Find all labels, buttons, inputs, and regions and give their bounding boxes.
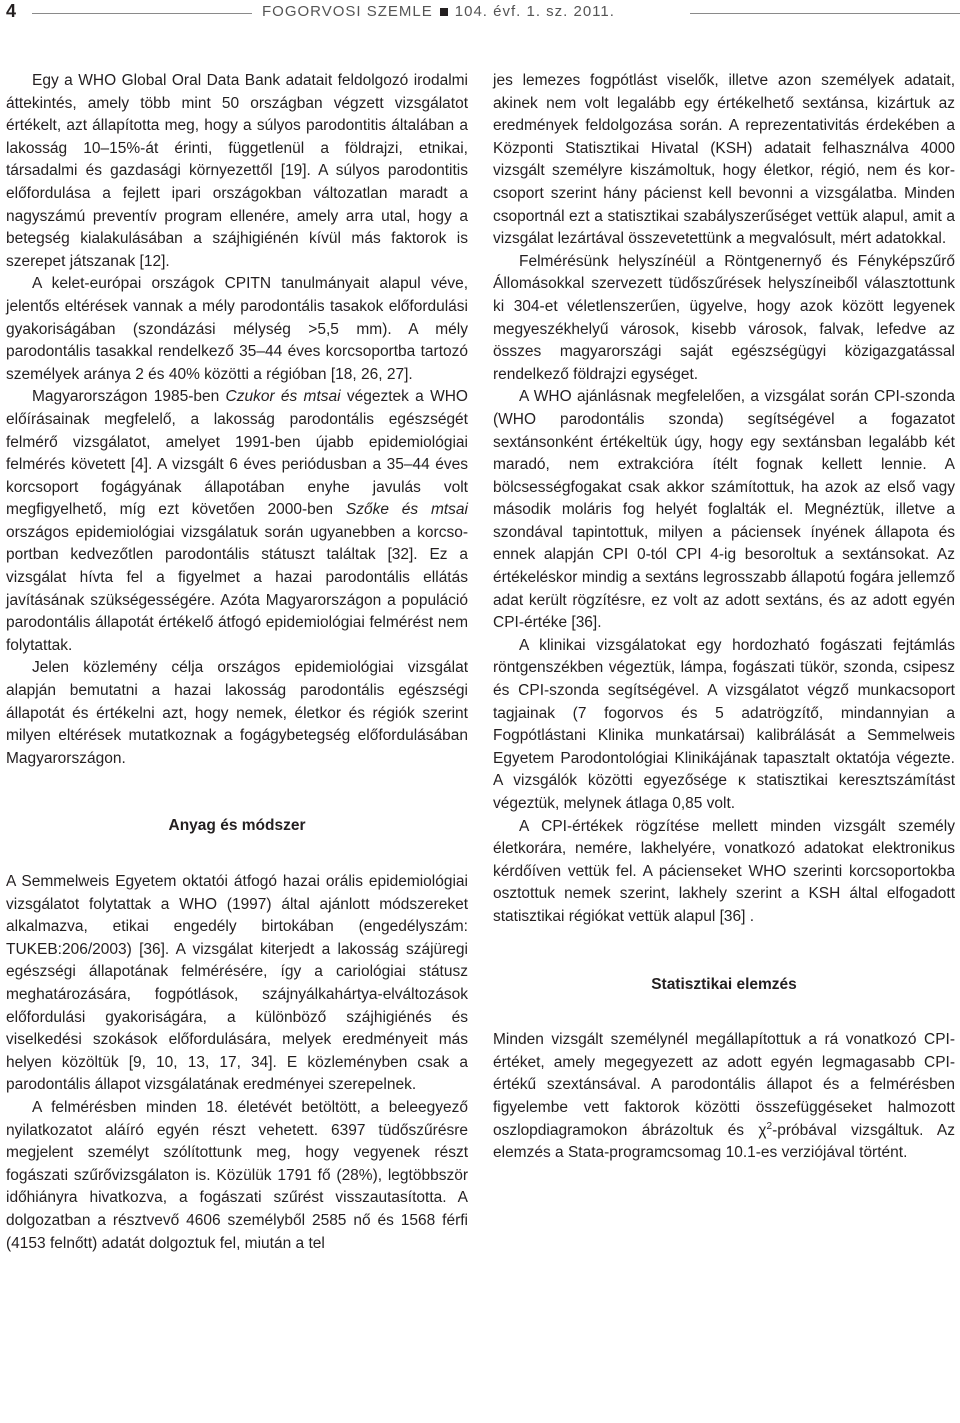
section-heading-methods: Anyag és módszer <box>168 817 306 835</box>
paragraph: Jelen közlemény célja országos epidemiológiai vizsgálat alapján bemutatni a hazai lakosság parodontális egészségi állapotát és értékelni azt, hogy nemek, életkor és régiók szerint milyen eltérések mutatkoznak a fogágybetegség előfordulásában Magyarországon. <box>6 659 468 767</box>
text-run: országos epidemiológiai vizsgálatuk során ugyanebben a korcsoportban kedvezőtlen parodontális státuszt találtak [32]. Ez a vizsgálat hívta fel a figyelmet a hazai parodontális ellátás javításának szükségességére. Azóta Magyarországon a populáció parodontális állapotát értékelő átfogó epidemiológiai felmérést nem folytattak. <box>6 523 468 654</box>
paragraph: A WHO ajánlásnak megfelelően, a vizsgálat során CPI-szonda (WHO parodontális szonda) segítségével a fogazatot sextánsonként értékeltük úgy, hogy egy sextánsban legalább két maradó, nem extrakcióra ítélt fognak kellett lennie. A bölcsességfogakat csak akkor számítottuk, ha azok az első vagy második moláris fog helyét foglalták el. Megnéztük, illetve a szondával tapintottuk, milyen a páciensek ínyének állapota és ennek alapján CPI 0-tól CPI 4-ig besoroltuk a sextánsokat. Az értékeléskor mindig a sextáns legrosszabb állapotú fogára jellemző adat került rögzítésre, ez volt az adott sextáns, és az adott egyén CPI-értéke [36]. <box>493 388 955 632</box>
author-citation: Czukor és mtsai <box>225 388 341 406</box>
square-bullet-icon <box>440 8 448 16</box>
paragraph: Egy a WHO Global Oral Data Bank adatait feldolgozó irodalmi áttekintés, amely több mint 50 országban végzett vizsgálatot értékelt, azt állapította meg, hogy a súlyos parodontitis általában a lakosság 10–15%-át érinti, függetlenül a földrajzi, etnikai, társadalmi és gazdasági környezettől [19]. A súlyos parodontitis előfordulása a fejlett ipari országokban változatlan maradt a nagyszámú preventív program ellenére, amely arra utal, hogy a betegség kialakulásában a szájhigiénén kívül más faktorok is szerepet játszanak [12]. <box>6 72 468 270</box>
running-header <box>0 0 960 30</box>
right-column <box>493 70 955 1165</box>
journal-issue: 104. évf. 1. sz. 2011. <box>454 3 615 20</box>
journal-title: FOGORVOSI SZEMLE <box>262 3 433 20</box>
text-run: Magyarországon 1985-ben <box>32 388 226 406</box>
paragraph: Felmérésünk helyszínéül a Röntgenernyő és Fényképszűrő Állomásokkal szervezett tüdőszűrések helyszíneiből választottunk ki 304-et véletlenszerűen, ügyelve, hogy azok között legyenek megyeszékhelyű városok, kisebb városok, falvak, lefedve az összes magyarországi saját egészségügyi közigazgatással rendelkező földrajzi egységet. <box>493 252 955 383</box>
text-run: végeztek a WHO előírásainak megfelelő, a lakosság parodontális egészségét felmérő vizsgálatot, amelyet 1991-ben újabb epidemiológiai felmérés követett [4]. A vizsgált 6 éves periódusban a 35–44 éves korcsoport fogágyának állapotában enyhe javulás volt megfigyelhető, míg ezt követően 2000-ben <box>6 388 468 519</box>
header-rule-right <box>690 13 960 14</box>
paragraph: A klinikai vizsgálatokat egy hordozható fogászati fejtámlás röntgenszékben végeztük, lámpa, fogászati tükör, szonda, csipesz és CPI-szonda segítségével. A vizsgálatot végző munkacsoport tagjainak (7 fogorvos és 5 adatrögzítő, mindannyian a Fogpótlástani Klinika munkatársai) kalibrálását a Semmelweis Egyetem Parodontológiai Klinikájának tapasztalt oktatója végezte. A vizsgálók közötti egyezősége κ statisztikai keresztszámítást végeztük, melynek átlaga 0,85 volt. <box>493 636 955 812</box>
paragraph: A Semmelweis Egyetem oktatói átfogó hazai orális epidemiológiai vizsgálatot folytattak a WHO (1997) által ajánlott módszereket alkalmazva, etikai engedély birtokában (engedélyszám: TUKEB:206/2003) [36]. A vizsgálat kiterjedt a lakosság szájüregi egészségi állapotának felmérésére, így a cariológiai státusz meghatározására, fogpótlások, szájnyálkahártya-elváltozások előfordulási gyakoriságára, a különböző szájhigiénés és viselkedési szokások előfordulására, melyek eredményeit más helyen közöltük [9, 10, 13, 17, 34]. E közleményben csak a parodontális állapot vizsgálatának eredményei szerepelnek. <box>6 873 468 1094</box>
paragraph: A felmérésben minden 18. életévét betöltött, a beleegyező nyilatkozatot aláíró egyén részt vehetett. 6397 tüdőszűrésre megjelent személyt szólítottunk meg, hogy vegyenek részt fogászati szűrővizsgálaton is. Közülük 1791 fő (28%), legtöbbször időhiányra hivatkozva, a fogászati szűrést visszautasította. A dolgozatban a résztvevő 4606 személyből 2585 nő és 1568 férfi (4153 felnőtt) adatát dolgoztuk fel, miután a tel <box>6 1098 468 1252</box>
text-run: Minden vizsgált személynél megállapítottuk a rá vonatkozó CPI-értéket, amely megegyezett az adott egyén legmagasabb CPI-értékű szextánsával. A parodontális állapot és a felmérésben figyelembe vett faktorok közötti összefüggéseket halmozott oszlopdiagramokon ábrázoltuk és χ <box>493 1031 955 1139</box>
page-number: 4 <box>6 1 17 21</box>
section-heading-statistics: Statisztikai elemzés <box>651 975 797 993</box>
paragraph <box>6 386 468 657</box>
author-citation: Szőke és mtsai <box>345 501 468 519</box>
paragraph: jes lemezes fogpótlást viselők, illetve azon személyek adatait, akinek nem volt legalább egy értékelhető sextánsa, kizártuk az eredmények feldolgozása során. A reprezentativitás érdekében a Központi Statisztikai Hivatal (KSH) adatait felhasználva 4000 vizsgált személyre kiszámoltuk, hogy életkor, régió, nem és korcsoport szerint hány pácienst kell bevonni a vizsgálatba. Minden csoportnál ezt a statisztikai szabályszerűséget vettük alapul, amit a vizsgálat lezártával összevetettünk a megvalósult, mért adatokkal. <box>493 72 955 248</box>
text-run: -próbával vizsgáltuk. Az elemzés a Stata-programcsomag 10.1-es verziójával történt. <box>493 1121 956 1162</box>
left-column <box>6 70 468 1255</box>
superscript: 2 <box>766 1120 773 1132</box>
journal-running-head <box>262 3 615 20</box>
paragraph <box>493 1029 955 1165</box>
paragraph: A kelet-európai országok CPITN tanulmányait alapul véve, jelentős eltérések vannak a mély parodontális tasakok előfordulási gyakoriságában (szondázási mélység >5,5 mm). A mély parodontális tasakkal rendelkező 35–44 éves korcsoportba tartozó személyek aránya 2 és 40% közötti a régióban [18, 26, 27]. <box>6 275 468 383</box>
paragraph: A CPI-értékek rögzítése mellett minden vizsgált személy életkorára, nemére, lakhelyére, vonatkozó adatokat elektronikus kérdőíven vettük fel. A pácienseket WHO szerinti korcsoportokba osztottuk nemek szerint, lakhely szerint a KSH által elfogadott statisztikai régiókat vettük alapul [36] . <box>493 817 955 925</box>
header-rule-left <box>32 13 252 14</box>
